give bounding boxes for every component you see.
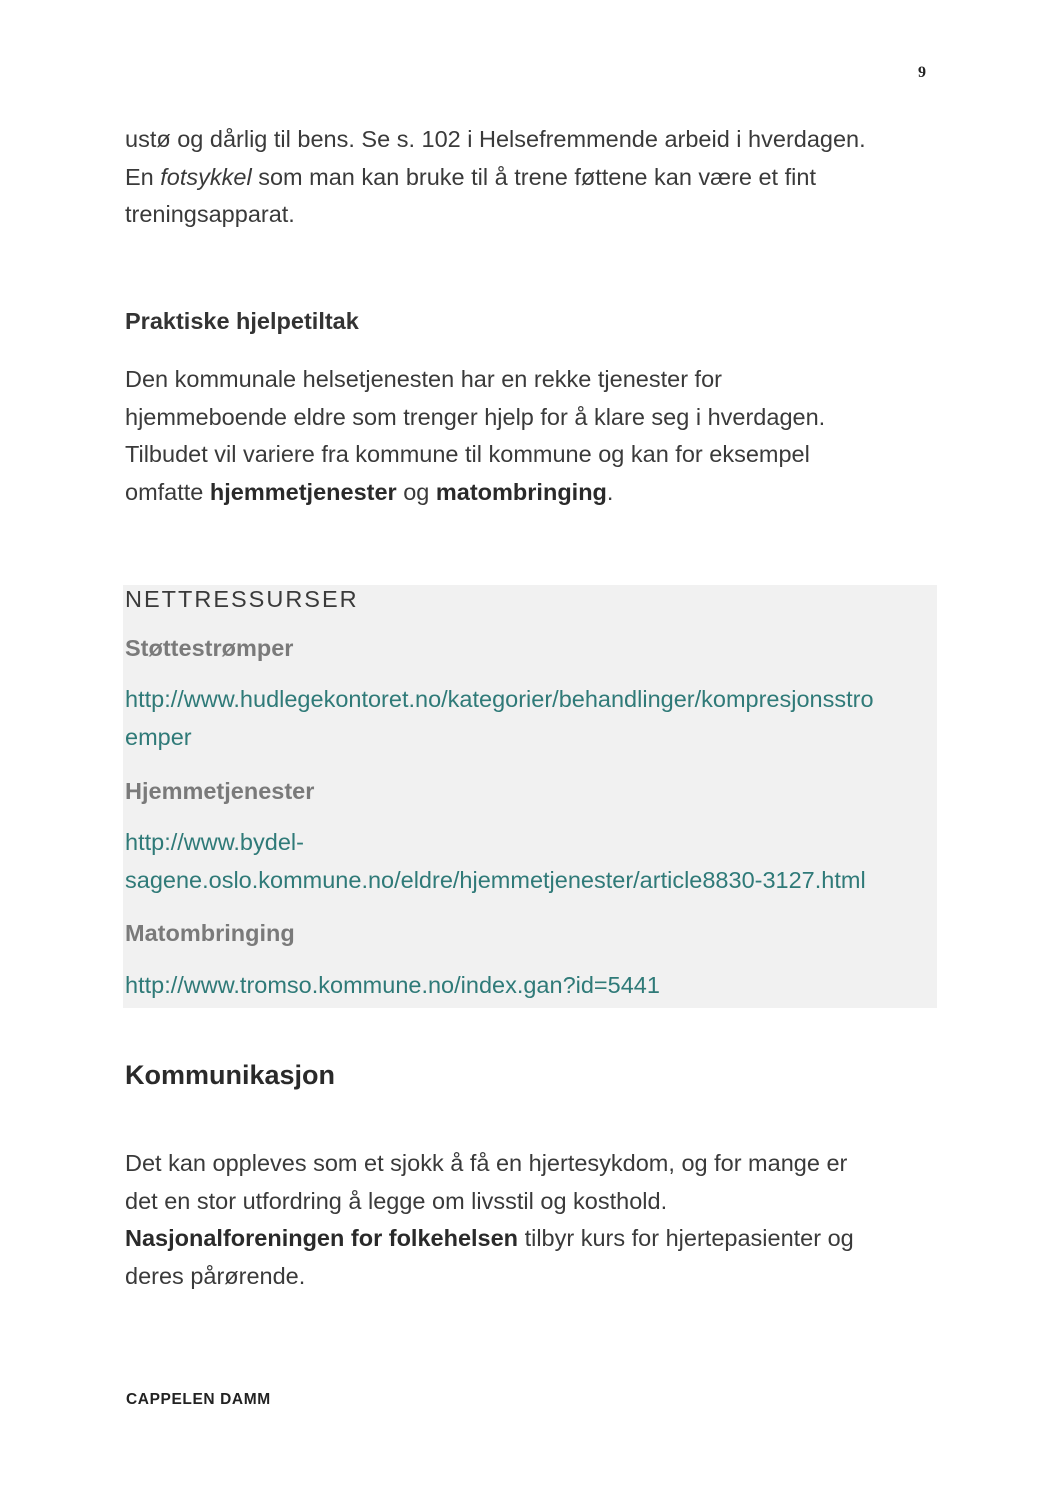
practical-line-4-end: . [606,478,614,505]
intro-paragraph [125,121,945,234]
practical-line-2: hjemmeboende eldre som trenger hjelp for å klare seg i hverdagen. [125,403,826,430]
practical-bold-matombringing: matombringing [435,478,607,505]
resource-link-matombringing[interactable] [125,967,930,1005]
intro-line-1: ustø og dårlig til bens. Se s. 102 i Helsefremmende arbeid i hverdagen. [125,126,866,152]
page-number: 9 [918,64,926,81]
communication-line-2: det en stor utfordring å legge om livsstil og kosthold. [125,1187,668,1214]
communication-line-4: deres pårørende. [125,1262,306,1289]
intro-italic-term: fotsykkel [160,163,252,190]
practical-line-1: Den kommunale helsetjenesten har en rekke tjenester for [125,366,722,392]
communication-bold-organization: Nasjonalforeningen for folkehelsen [125,1225,519,1251]
practical-paragraph [125,361,945,511]
resources-title: NETTRESSURSER [125,586,359,612]
communication-line-3-end: tilbyr kurs for hjertepasienter og [518,1225,854,1251]
practical-heading: Praktiske hjelpetiltak [125,308,359,334]
intro-line-2-end: som man kan bruke til å trene føttene kan være et fint [251,163,816,190]
practical-bold-hjemmetjenester: hjemmetjenester [209,478,397,505]
resource-heading-matombringing: Matombringing [125,920,295,946]
practical-line-3: Tilbudet vil variere fra kommune til kommune og kan for eksempel [125,441,810,467]
resource-link-line[interactable]: http://www.hudlegekontoret.no/kategorier/behandlinger/kompresjonsstro [125,686,874,712]
intro-line-2-start: En [125,163,161,190]
resource-link-stottestromper[interactable] [125,681,930,756]
communication-heading: Kommunikasjon [125,1060,336,1090]
resource-link-hjemmetjenester[interactable] [125,824,930,899]
communication-paragraph [125,1145,945,1295]
intro-line-3: treningsapparat. [125,201,295,227]
resources-box [123,585,937,1008]
resource-heading-stottestromper: Støttestrømper [125,635,294,661]
resource-link-line[interactable]: http://www.bydel- [125,829,304,855]
resource-link-line[interactable]: emper [125,723,192,750]
resource-link-line[interactable]: http://www.tromso.kommune.no/index.gan?id=5441 [125,972,660,998]
publisher-footer: CAPPELEN DAMM [126,1391,271,1408]
communication-line-1: Det kan oppleves som et sjokk å få en hjertesykdom, og for mange er [125,1150,848,1176]
resource-heading-hjemmetjenester: Hjemmetjenester [125,778,315,804]
resource-link-line[interactable]: sagene.oslo.kommune.no/eldre/hjemmetjenester/article8830-3127.html [125,866,866,893]
practical-line-4-mid: og [396,478,436,505]
practical-line-4-start: omfatte [125,478,210,505]
